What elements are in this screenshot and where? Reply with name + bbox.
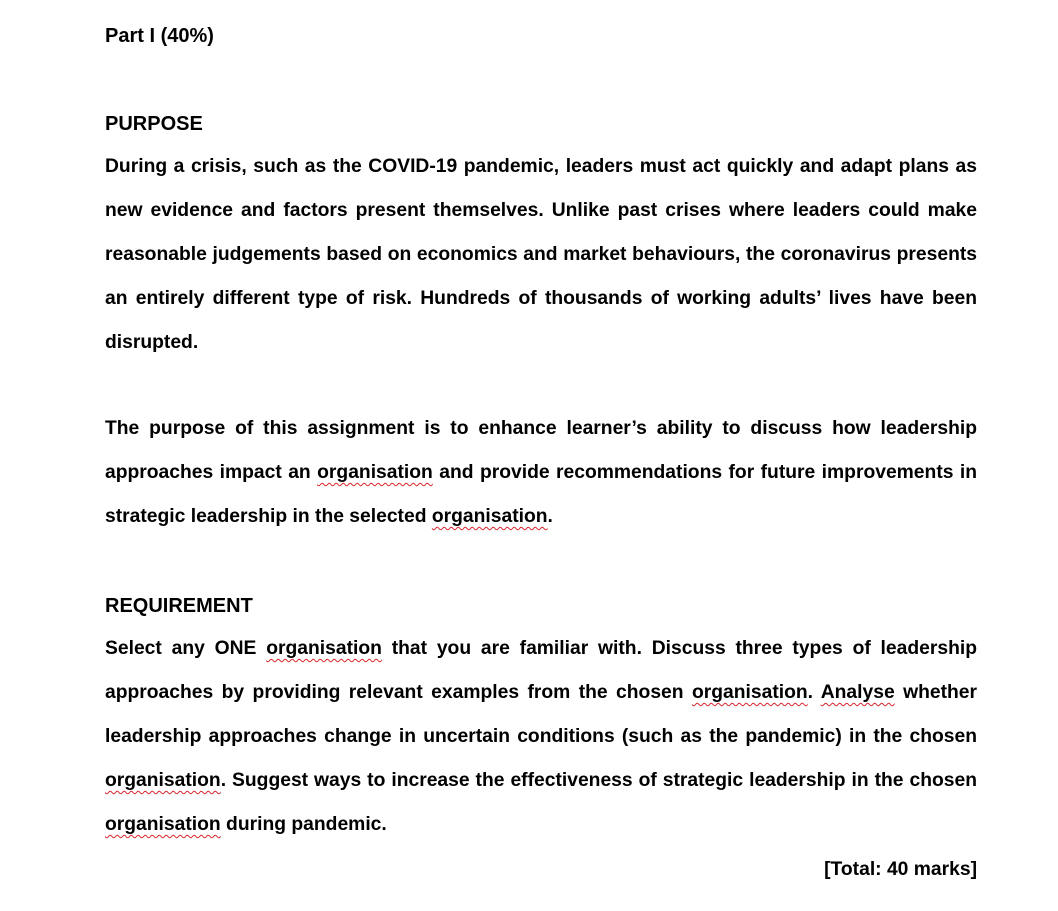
requirement-heading: REQUIREMENT [105,595,253,617]
total-marks: [Total: 40 marks] [824,859,977,880]
requirement-paragraph [105,627,977,847]
spellcheck-word[interactable]: organisation [266,638,382,659]
spellcheck-word[interactable]: Analyse [820,682,895,703]
text-segment: that you are familiar with. Discuss three types of leadership approaches by providing relevant examples from the chosen [105,638,978,703]
purpose-paragraph-2 [105,407,977,539]
text-segment: . Suggest ways to increase the effectiveness of strategic leadership in the chosen [220,770,977,791]
spellcheck-word[interactable]: organisation [431,506,548,527]
part-title: Part I (40%) [105,25,214,47]
spellcheck-word[interactable]: organisation [691,682,808,703]
text-segment: and provide recommendations for future improvements in strategic leadership in the selected [105,462,978,527]
text-segment: The purpose of this assignment is to enhance learner’s ability to discuss how leadership approaches impact an [105,418,977,483]
text-segment: whether leadership approaches change in uncertain conditions (such as the pandemic) in the chosen [105,682,978,747]
text-segment: . [547,506,553,527]
text-segment: during pandemic. [220,814,387,835]
spellcheck-word[interactable]: organisation [105,770,221,791]
purpose-heading: PURPOSE [105,113,203,135]
text-segment: Select any ONE [105,638,267,659]
purpose-paragraph-1: During a crisis, such as the COVID-19 pandemic, leaders must act quickly and adapt plans as new evidence and factors present themselves. Unlike past crises where leaders could make reasonable judgements based on economics and market behaviours, the coronavirus presents an entirely different type of risk. Hundreds of thousands of working adults’ lives have been disrupted. [105,156,977,353]
spellcheck-word[interactable]: organisation [105,814,221,835]
spellcheck-word[interactable]: organisation [317,462,433,483]
text-segment: . [807,682,821,703]
